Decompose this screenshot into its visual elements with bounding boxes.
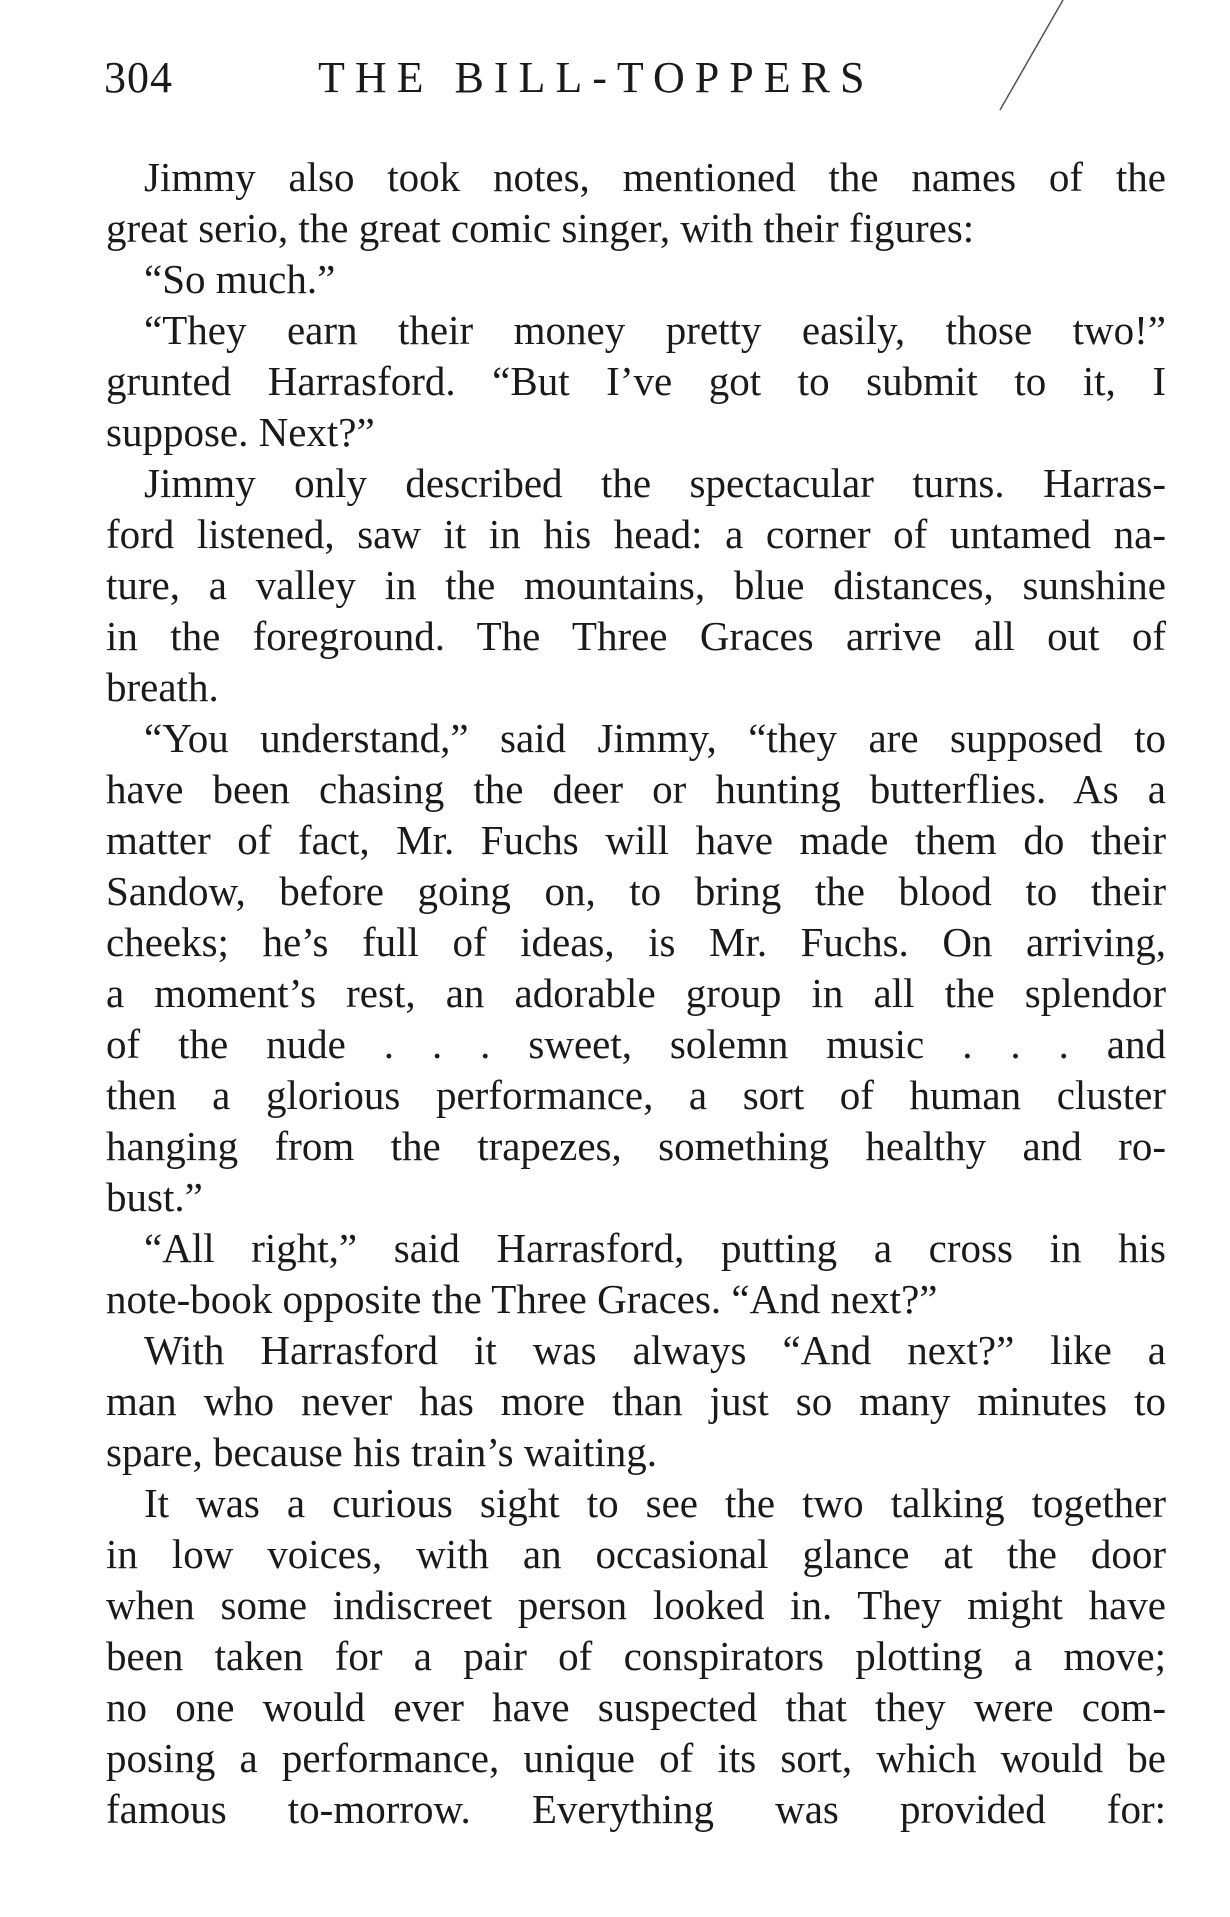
text-line: ford listened, saw it in his head: a corner of untamed na- (106, 511, 1166, 557)
text-line: then a glorious performance, a sort of human cluster (106, 1072, 1166, 1118)
text-line: great serio, the great comic singer, with their figures: (106, 205, 975, 251)
text-line: suppose. Next?” (106, 409, 375, 455)
text-line: in low voices, with an occasional glance at the door (106, 1531, 1166, 1577)
text-line: Sandow, before going on, to bring the blood to their (106, 868, 1166, 914)
text-line: grunted Harrasford. “But I’ve got to submit to it, I (106, 358, 1166, 404)
text-line: breath. (106, 664, 219, 710)
text-line: note-book opposite the Three Graces. “And next?” (106, 1276, 938, 1322)
text-line: “So much.” (144, 256, 336, 302)
page-number: 304 (104, 53, 173, 102)
text-line: no one would ever have suspected that they were com- (106, 1684, 1166, 1730)
text-line: famous to-morrow. Everything was provided for: (106, 1786, 1166, 1832)
text-line: in the foreground. The Three Graces arrive all out of (106, 613, 1166, 659)
text-line: been taken for a pair of conspirators plotting a move; (106, 1633, 1166, 1679)
text-line: “They earn their money pretty easily, those two!” (144, 307, 1166, 353)
text-line: of the nude . . . sweet, solemn music . . . and (106, 1021, 1166, 1067)
text-line: hanging from the trapezes, something healthy and ro- (106, 1123, 1166, 1169)
text-line: bust.” (106, 1174, 203, 1220)
running-title: THE BILL-TOPPERS (318, 53, 875, 102)
text-line: With Harrasford it was always “And next?” like a (144, 1327, 1166, 1373)
text-line: when some indiscreet person looked in. They might have (106, 1582, 1166, 1628)
text-line: have been chasing the deer or hunting butterflies. As a (106, 766, 1166, 812)
text-line: cheeks; he’s full of ideas, is Mr. Fuchs. On arriving, (106, 919, 1166, 965)
text-line: Jimmy also took notes, mentioned the names of the (144, 154, 1166, 200)
text-line: ture, a valley in the mountains, blue distances, sunshine (106, 562, 1166, 608)
pencil-mark (988, 0, 1078, 120)
text-line: It was a curious sight to see the two talking together (144, 1480, 1166, 1526)
text-line: spare, because his train’s waiting. (106, 1429, 658, 1475)
text-line: a moment’s rest, an adorable group in all the splendor (106, 970, 1166, 1016)
body-text (106, 152, 1166, 1835)
text-line: “You understand,” said Jimmy, “they are supposed to (144, 715, 1166, 761)
text-line: posing a performance, unique of its sort, which would be (106, 1735, 1166, 1781)
text-line: matter of fact, Mr. Fuchs will have made them do their (106, 817, 1166, 863)
text-line: Jimmy only described the spectacular turns. Harras- (144, 460, 1166, 506)
text-line: “All right,” said Harrasford, putting a cross in his (144, 1225, 1166, 1271)
text-line: man who never has more than just so many minutes to (106, 1378, 1166, 1424)
